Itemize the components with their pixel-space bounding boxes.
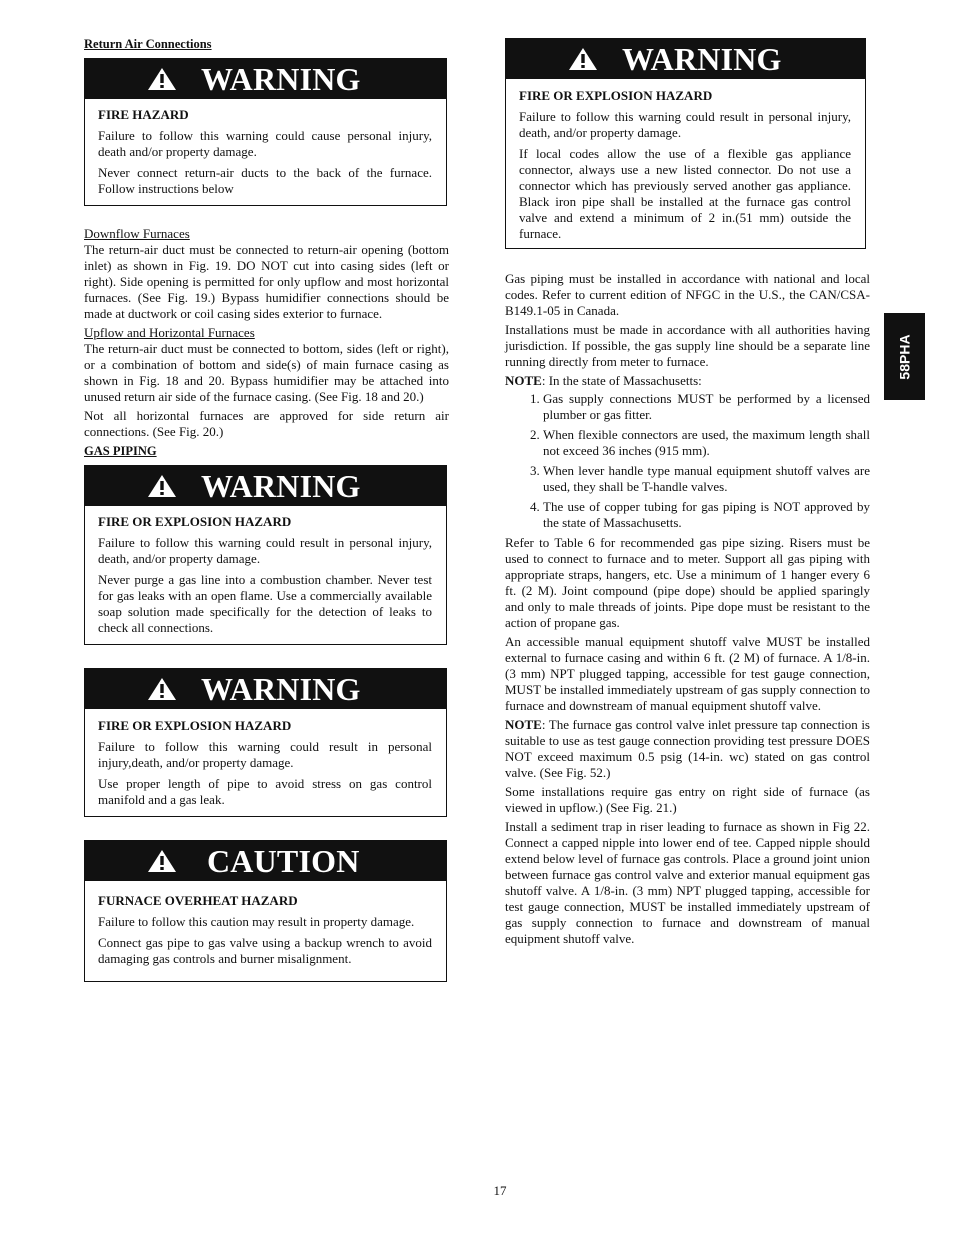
list-item: 4. The use of copper tubing for gas piping is NOT approved by the state of Massachusetts.: [543, 499, 870, 531]
list-item: 1. Gas supply connections MUST be performed by a licensed plumber or gas fitter.: [543, 391, 870, 423]
caution-body: [85, 881, 446, 981]
note-text: : The furnace gas control valve inlet pressure tap connection is suitable to use as test gauge connection providing test pressure DOES NOT exceed maximum 0.5 psig (14-in. wc) stated on gas control valve. (See Fig. 52.): [505, 717, 870, 780]
hazard-title: FIRE OR EXPLOSION HAZARD: [98, 514, 292, 529]
downflow-heading: Downflow Furnaces: [84, 226, 190, 241]
warning-banner-text: WARNING: [201, 468, 361, 504]
warning-paragraph: Failure to follow this warning could result in personal injury,death, and/or property damage.: [98, 739, 432, 770]
caution-paragraph: Failure to follow this caution may result in property damage.: [98, 914, 415, 929]
warning-paragraph: Failure to follow this warning could result in personal injury, death, and/or property damage.: [519, 109, 851, 140]
warning-paragraph: Failure to follow this warning could result in personal injury, death, and/or property damage.: [98, 535, 432, 566]
warning-banner-text: WARNING: [201, 671, 361, 707]
warning-triangle-icon: [139, 466, 185, 506]
note-text: : In the state of Massachusetts:: [541, 373, 702, 388]
right-side-entry-paragraph: Some installations require gas entry on right side of furnace (as viewed in upflow.) (See Fig. 21.): [505, 784, 870, 815]
warning-body: [506, 79, 865, 248]
massachusetts-note: [505, 373, 870, 389]
warning-pipe-box: [84, 668, 447, 817]
warning-paragraph: Use proper length of pipe to avoid stress on gas control manifold and a gas leak.: [98, 776, 432, 807]
return-air-heading: Return Air Connections: [84, 37, 212, 51]
warning-banner: [85, 466, 446, 506]
right-column: [505, 36, 870, 950]
warning-fire-hazard-box: [84, 58, 447, 206]
warning-banner: [85, 669, 446, 709]
horizontal-note: Not all horizontal furnaces are approved for side return air connections. (See Fig. 20.): [84, 408, 449, 439]
authorities-paragraph: Installations must be made in accordance with all authorities having jurisdiction. If possible, the gas supply line should be a separate line running directly from meter to furnace.: [505, 322, 870, 369]
warning-banner: [85, 59, 446, 99]
warning-purge-box: [84, 465, 447, 645]
warning-banner-text: WARNING: [622, 41, 782, 77]
warning-banner-text: WARNING: [201, 61, 361, 97]
page-number: 17: [493, 1183, 507, 1198]
warning-flex-connector-box: [505, 38, 866, 249]
note-label: NOTE: [505, 717, 542, 732]
model-side-tab-label: 58PHA: [896, 333, 913, 380]
model-side-tab: [884, 313, 925, 400]
pressure-tap-note: [505, 717, 870, 781]
caution-overheat-box: [84, 840, 447, 982]
warning-paragraph: Failure to follow this warning could cause personal injury, death and/or property damage.: [98, 128, 432, 159]
hazard-title: FIRE OR EXPLOSION HAZARD: [519, 88, 713, 103]
warning-banner: [506, 39, 865, 79]
hazard-title: FURNACE OVERHEAT HAZARD: [98, 893, 298, 908]
upflow-heading: Upflow and Horizontal Furnaces: [84, 325, 255, 340]
list-item: 2. When flexible connectors are used, the maximum length shall not exceed 36 inches (915 mm).: [543, 427, 870, 459]
downflow-text: The return-air duct must be connected to return-air opening (bottom inlet) as shown in Fig. 19. DO NOT cut into casing sides (left or right). Side opening is permitted for only upflow and most horizontal furnaces. (See Fig. 19.) Bypass humidifier connections should be made at ductwork or coil casing sides exterior to furnace.: [84, 242, 449, 321]
caution-banner-text: CAUTION: [207, 843, 360, 879]
pipe-sizing-paragraph: Refer to Table 6 for recommended gas pipe sizing. Risers must be used to connect to furnace and to meter. Support all gas piping with appropriate straps, hangers, etc. Use a minimum of 1 hanger every 6 ft. (2 M). Joint compound (pipe dope) should be applied sparingly and only to male threads of joints. Pipe dope must be resistant to the action of propane gas.: [505, 535, 870, 630]
warning-paragraph: If local codes allow the use of a flexible gas appliance connector, always use a new listed connector. Do not use a connector which has previously served another gas appliance. Black iron pipe shall be installed at the furnace gas control valve and extend a minimum of 2 in.(51 mm) outside the furnace.: [519, 146, 851, 241]
upflow-text: The return-air duct must be connected to bottom, sides (left or right), or a combination of bottom and side(s) of main furnace casing as shown in Fig. 18 and 20. Bypass humidifier may be attached into unused return air side of the furnace casing. (See Fig. 18 and 20.): [84, 341, 449, 404]
caution-triangle-icon: [139, 841, 185, 881]
warning-triangle-icon: [139, 59, 185, 99]
warning-body: [85, 709, 446, 816]
caution-banner: [85, 841, 446, 881]
shutoff-valve-paragraph: An accessible manual equipment shutoff valve MUST be installed external to furnace casing and within 6 ft. (2 M) of furnace. A 1/8-in. (3 mm) NPT plugged tapping, accessible for test gauge connection, MUST be installed immediately upstream of gas supply connection to furnace and downstream of manual equipment shutoff valve.: [505, 634, 870, 713]
warning-triangle-icon: [139, 669, 185, 709]
hazard-title: FIRE OR EXPLOSION HAZARD: [98, 718, 292, 733]
warning-paragraph: Never purge a gas line into a combustion chamber. Never test for gas leaks with an open flame. Use a commercially available soap solution made specifically for the detection of leaks to check all connections.: [98, 572, 432, 635]
note-label: NOTE: [505, 373, 542, 388]
warning-triangle-icon: [560, 39, 606, 79]
warning-body: [85, 99, 446, 205]
caution-paragraph: Connect gas pipe to gas valve using a backup wrench to avoid damaging gas controls and burner misalignment.: [98, 935, 432, 966]
massachusetts-list: [505, 391, 870, 531]
left-column: [84, 36, 449, 982]
sediment-trap-paragraph: Install a sediment trap in riser leading to furnace as shown in Fig 22. Connect a capped nipple into lower end of tee. Capped nipple should extend below level of furnace gas controls. Place a ground joint union between furnace gas control valve and exterior manual equipment gas shutoff valve. A 1/8-in. (3 mm) NPT plugged tapping, accessible for test gauge connection, MUST be installed immediately upstream of gas supply connection to furnace and downstream of manual equipment shutoff valve.: [505, 819, 870, 946]
list-item: 3. When lever handle type manual equipment shutoff valves are used, they shall be T-handle valves.: [543, 463, 870, 495]
hazard-title: FIRE HAZARD: [98, 107, 189, 122]
codes-paragraph: Gas piping must be installed in accordance with national and local codes. Refer to current edition of NFGC in the U.S., the CAN/CSA-B149.1-05 in Canada.: [505, 271, 870, 318]
gas-piping-heading: GAS PIPING: [84, 444, 157, 458]
warning-paragraph: Never connect return-air ducts to the back of the furnace. Follow instructions below: [98, 165, 432, 196]
warning-body: [85, 506, 446, 644]
